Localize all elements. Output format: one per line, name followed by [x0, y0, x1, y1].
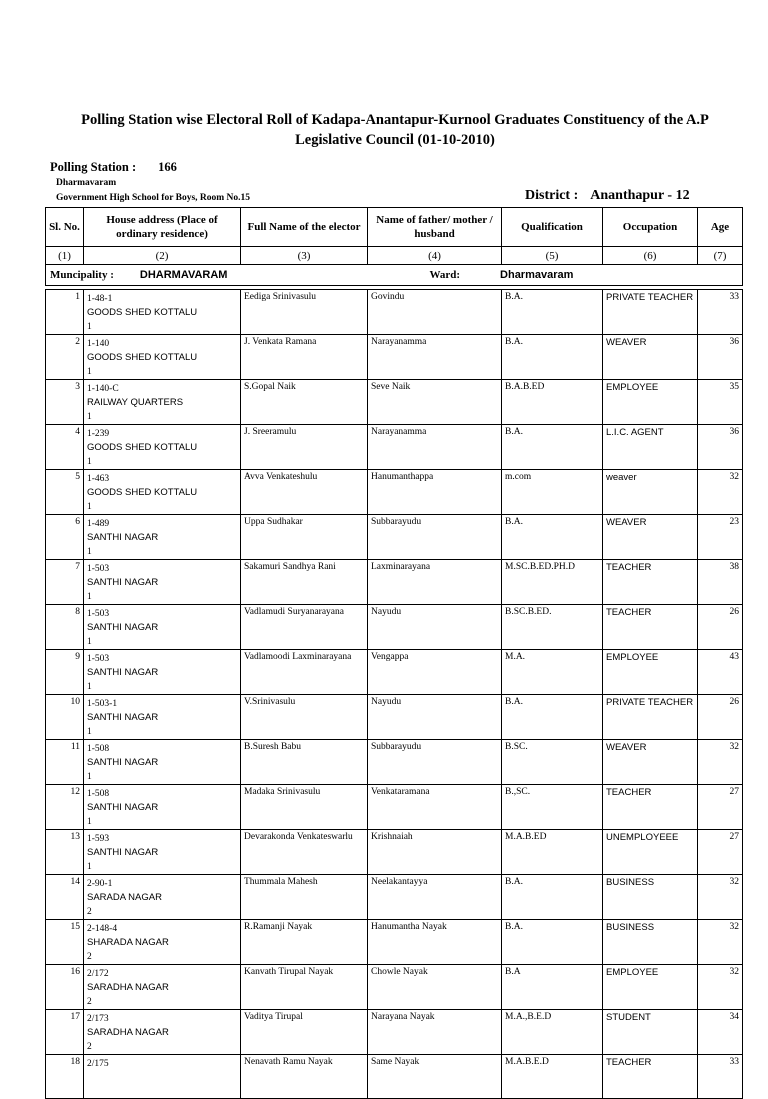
qualification-cell: M.A.,B.E.D: [502, 1010, 603, 1055]
qualification-cell: B.A.B.ED: [502, 380, 603, 425]
table-row: [46, 1055, 743, 1099]
polling-station-line: [50, 160, 177, 175]
table-row: [46, 560, 743, 605]
part-number: 2: [87, 952, 92, 962]
document-title: [40, 110, 750, 150]
part-number: 2: [87, 1042, 92, 1052]
municipality-label: Muncipality :: [50, 269, 114, 281]
occupation-cell: PRIVATE TEACHER: [603, 695, 698, 740]
relative-name-cell: Narayana Nayak: [368, 1010, 502, 1055]
elector-name-cell: Uppa Sudhakar: [241, 515, 368, 560]
table-row: [46, 335, 743, 380]
sl-no-cell: 3: [46, 380, 84, 425]
house-address-cell: [84, 650, 241, 695]
part-number: 1: [87, 367, 92, 377]
column-index: (1): [46, 247, 84, 265]
house-address-cell: [84, 560, 241, 605]
street-name: SARADA NAGAR: [87, 892, 162, 903]
occupation-cell: BUSINESS: [603, 920, 698, 965]
street-name: SANTHI NAGAR: [87, 847, 159, 858]
qualification-cell: B.A.: [502, 335, 603, 380]
column-index: (7): [698, 247, 743, 265]
house-address-cell: [84, 515, 241, 560]
house-number: 1-508: [87, 789, 110, 799]
age-cell: 26: [698, 605, 743, 650]
header-occupation: Occupation: [603, 208, 698, 247]
sl-no-cell: 5: [46, 470, 84, 515]
qualification-cell: B.SC.: [502, 740, 603, 785]
age-cell: 23: [698, 515, 743, 560]
ward-label: Ward:: [429, 269, 461, 281]
occupation-cell: EMPLOYEE: [603, 650, 698, 695]
house-address-cell: [84, 470, 241, 515]
qualification-cell: M.A.B.ED: [502, 830, 603, 875]
street-name: GOODS SHED KOTTALU: [87, 487, 198, 498]
house-number: 1-140-C: [87, 384, 119, 394]
header-house-address: House address (Place of ordinary residence): [84, 208, 241, 247]
house-number: 1-503: [87, 564, 110, 574]
municipality-row: [46, 265, 743, 286]
elector-name-cell: V.Srinivasulu: [241, 695, 368, 740]
relative-name-cell: Krishnaiah: [368, 830, 502, 875]
column-index: (2): [84, 247, 241, 265]
street-name: GOODS SHED KOTTALU: [87, 442, 198, 453]
title-line-2: Legislative Council (01-10-2010): [295, 132, 495, 148]
sl-no-cell: 2: [46, 335, 84, 380]
house-address-cell: [84, 920, 241, 965]
age-cell: 36: [698, 425, 743, 470]
age-cell: 38: [698, 560, 743, 605]
occupation-cell: STUDENT: [603, 1010, 698, 1055]
house-address-cell: [84, 695, 241, 740]
occupation-cell: WEAVER: [603, 515, 698, 560]
sl-no-cell: 4: [46, 425, 84, 470]
age-cell: 34: [698, 1010, 743, 1055]
sl-no-cell: 9: [46, 650, 84, 695]
house-number: 2-90-1: [87, 879, 113, 889]
relative-name-cell: Same Nayak: [368, 1055, 502, 1099]
qualification-cell: B.A.: [502, 290, 603, 335]
table-row: [46, 695, 743, 740]
table-row: [46, 470, 743, 515]
qualification-cell: B.,SC.: [502, 785, 603, 830]
electoral-roll-table: [45, 207, 743, 1099]
age-cell: 43: [698, 650, 743, 695]
occupation-cell: TEACHER: [603, 605, 698, 650]
house-address-cell: [84, 875, 241, 920]
elector-name-cell: Thummala Mahesh: [241, 875, 368, 920]
age-cell: 32: [698, 740, 743, 785]
header-relative-name: Name of father/ mother / husband: [368, 208, 502, 247]
part-number: 1: [87, 322, 92, 332]
age-cell: 32: [698, 875, 743, 920]
sl-no-cell: 1: [46, 290, 84, 335]
age-cell: 27: [698, 785, 743, 830]
house-number: 1-48-1: [87, 294, 113, 304]
part-number: 1: [87, 772, 92, 782]
polling-station-number: 166: [158, 160, 177, 174]
qualification-cell: B.A.: [502, 425, 603, 470]
sl-no-cell: 13: [46, 830, 84, 875]
relative-name-cell: Hanumanthappa: [368, 470, 502, 515]
elector-name-cell: Eediga Srinivasulu: [241, 290, 368, 335]
house-number: 1-503-1: [87, 699, 118, 709]
table-row: [46, 605, 743, 650]
relative-name-cell: Venkataramana: [368, 785, 502, 830]
street-name: SANTHI NAGAR: [87, 622, 159, 633]
age-cell: 33: [698, 1055, 743, 1099]
part-number: 1: [87, 457, 92, 467]
street-name: SANTHI NAGAR: [87, 802, 159, 813]
house-number: 1-593: [87, 834, 110, 844]
house-address-cell: [84, 830, 241, 875]
age-cell: 32: [698, 965, 743, 1010]
polling-station-building: Government High School for Boys, Room No.15: [56, 193, 251, 203]
occupation-cell: PRIVATE TEACHER: [603, 290, 698, 335]
occupation-cell: UNEMPLOYEEE: [603, 830, 698, 875]
house-number: 2-148-4: [87, 924, 118, 934]
table-header-row: [46, 208, 743, 247]
house-address-cell: [84, 785, 241, 830]
house-number: 2/172: [87, 969, 109, 979]
district-line: [525, 188, 690, 204]
elector-name-cell: Madaka Srinivasulu: [241, 785, 368, 830]
qualification-cell: m.com: [502, 470, 603, 515]
polling-station-label: Polling Station :: [50, 160, 137, 174]
part-number: 2: [87, 997, 92, 1007]
relative-name-cell: Neelakantayya: [368, 875, 502, 920]
elector-name-cell: B.Suresh Babu: [241, 740, 368, 785]
house-number: 2/175: [87, 1059, 109, 1069]
elector-name-cell: J. Sreeramulu: [241, 425, 368, 470]
district-value: Ananthapur - 12: [590, 188, 690, 203]
relative-name-cell: Vengappa: [368, 650, 502, 695]
sl-no-cell: 17: [46, 1010, 84, 1055]
house-address-cell: [84, 380, 241, 425]
relative-name-cell: Nayudu: [368, 605, 502, 650]
elector-name-cell: Vadlamoodi Laxminarayana: [241, 650, 368, 695]
header-age: Age: [698, 208, 743, 247]
sl-no-cell: 11: [46, 740, 84, 785]
street-name: SARADHA NAGAR: [87, 1027, 169, 1038]
relative-name-cell: Subbarayudu: [368, 740, 502, 785]
ward-value: Dharmavaram: [500, 269, 574, 281]
occupation-cell: TEACHER: [603, 560, 698, 605]
elector-name-cell: Vadlamudi Suryanarayana: [241, 605, 368, 650]
elector-name-cell: J. Venkata Ramana: [241, 335, 368, 380]
part-number: 1: [87, 592, 92, 602]
age-cell: 36: [698, 335, 743, 380]
header-full-name: Full Name of the elector: [241, 208, 368, 247]
age-cell: 27: [698, 830, 743, 875]
sl-no-cell: 16: [46, 965, 84, 1010]
street-name: SANTHI NAGAR: [87, 712, 159, 723]
table-row: [46, 290, 743, 335]
age-cell: 26: [698, 695, 743, 740]
house-address-cell: [84, 605, 241, 650]
header-sl-no: Sl. No.: [46, 208, 84, 247]
part-number: 1: [87, 817, 92, 827]
part-number: 1: [87, 547, 92, 557]
relative-name-cell: Seve Naik: [368, 380, 502, 425]
relative-name-cell: Laxminarayana: [368, 560, 502, 605]
house-address-cell: [84, 1010, 241, 1055]
street-name: SARADHA NAGAR: [87, 982, 169, 993]
qualification-cell: B.SC.B.ED.: [502, 605, 603, 650]
house-address-cell: [84, 425, 241, 470]
house-address-cell: [84, 740, 241, 785]
occupation-cell: WEAVER: [603, 335, 698, 380]
table-row: [46, 1010, 743, 1055]
municipality-value: DHARMAVARAM: [139, 269, 228, 281]
qualification-cell: B.A.: [502, 875, 603, 920]
occupation-cell: EMPLOYEE: [603, 380, 698, 425]
table-row: [46, 875, 743, 920]
street-name: SHARADA NAGAR: [87, 937, 169, 948]
house-address-cell: [84, 965, 241, 1010]
age-cell: 32: [698, 920, 743, 965]
sl-no-cell: 14: [46, 875, 84, 920]
part-number: 1: [87, 502, 92, 512]
occupation-cell: L.I.C. AGENT: [603, 425, 698, 470]
elector-name-cell: S.Gopal Naik: [241, 380, 368, 425]
elector-name-cell: Kanvath Tirupal Nayak: [241, 965, 368, 1010]
age-cell: 32: [698, 470, 743, 515]
column-index: (6): [603, 247, 698, 265]
elector-name-cell: Nenavath Ramu Nayak: [241, 1055, 368, 1099]
sl-no-cell: 12: [46, 785, 84, 830]
column-index: (4): [368, 247, 502, 265]
relative-name-cell: Hanumantha Nayak: [368, 920, 502, 965]
sl-no-cell: 10: [46, 695, 84, 740]
age-cell: 33: [698, 290, 743, 335]
sl-no-cell: 8: [46, 605, 84, 650]
table-row: [46, 425, 743, 470]
occupation-cell: TEACHER: [603, 1055, 698, 1099]
elector-name-cell: Vaditya Tirupal: [241, 1010, 368, 1055]
street-name: GOODS SHED KOTTALU: [87, 307, 198, 318]
table-row: [46, 650, 743, 695]
sl-no-cell: 15: [46, 920, 84, 965]
occupation-cell: BUSINESS: [603, 875, 698, 920]
age-cell: 35: [698, 380, 743, 425]
table-row: [46, 920, 743, 965]
qualification-cell: B.A: [502, 965, 603, 1010]
table-row: [46, 965, 743, 1010]
sl-no-cell: 18: [46, 1055, 84, 1099]
house-address-cell: [84, 1055, 241, 1099]
title-line-1: Polling Station wise Electoral Roll of Kadapa-Anantapur-Kurnool Graduates Constituency of the A.P: [81, 112, 709, 128]
table-row: [46, 830, 743, 875]
table-row: [46, 740, 743, 785]
qualification-cell: B.A.: [502, 515, 603, 560]
house-number: 1-489: [87, 519, 110, 529]
qualification-cell: M.A.: [502, 650, 603, 695]
qualification-cell: B.A.: [502, 920, 603, 965]
elector-name-cell: Sakamuri Sandhya Rani: [241, 560, 368, 605]
house-address-cell: [84, 290, 241, 335]
occupation-cell: TEACHER: [603, 785, 698, 830]
occupation-cell: WEAVER: [603, 740, 698, 785]
part-number: 1: [87, 727, 92, 737]
qualification-cell: M.SC.B.ED.PH.D: [502, 560, 603, 605]
table-row: [46, 380, 743, 425]
part-number: 1: [87, 412, 92, 422]
table-row: [46, 785, 743, 830]
house-number: 1-503: [87, 609, 110, 619]
house-number: 1-239: [87, 429, 110, 439]
street-name: SANTHI NAGAR: [87, 532, 159, 543]
relative-name-cell: Narayanamma: [368, 425, 502, 470]
elector-name-cell: Avva Venkateshulu: [241, 470, 368, 515]
column-index: (3): [241, 247, 368, 265]
elector-name-cell: Devarakonda Venkateswarlu: [241, 830, 368, 875]
part-number: 1: [87, 682, 92, 692]
occupation-cell: weaver: [603, 470, 698, 515]
street-name: SANTHI NAGAR: [87, 577, 159, 588]
relative-name-cell: Govindu: [368, 290, 502, 335]
polling-station-place: Dharmavaram: [56, 178, 117, 188]
header-qualification: Qualification: [502, 208, 603, 247]
district-label: District :: [525, 188, 579, 203]
part-number: 1: [87, 862, 92, 872]
qualification-cell: B.A.: [502, 695, 603, 740]
relative-name-cell: Subbarayudu: [368, 515, 502, 560]
table-row: [46, 515, 743, 560]
house-number: 1-463: [87, 474, 110, 484]
qualification-cell: M.A.B.E.D: [502, 1055, 603, 1099]
sl-no-cell: 6: [46, 515, 84, 560]
relative-name-cell: Nayudu: [368, 695, 502, 740]
part-number: 1: [87, 637, 92, 647]
elector-name-cell: R.Ramanji Nayak: [241, 920, 368, 965]
house-address-cell: [84, 335, 241, 380]
house-number: 2/173: [87, 1014, 109, 1024]
relative-name-cell: Chowle Nayak: [368, 965, 502, 1010]
house-number: 1-508: [87, 744, 110, 754]
occupation-cell: EMPLOYEE: [603, 965, 698, 1010]
street-name: RAILWAY QUARTERS: [87, 397, 184, 408]
column-index-row: [46, 247, 743, 265]
electoral-roll-body: [46, 290, 743, 1099]
street-name: GOODS SHED KOTTALU: [87, 352, 198, 363]
house-number: 1-503: [87, 654, 110, 664]
column-index: (5): [502, 247, 603, 265]
street-name: SANTHI NAGAR: [87, 757, 159, 768]
relative-name-cell: Narayanamma: [368, 335, 502, 380]
sl-no-cell: 7: [46, 560, 84, 605]
part-number: 2: [87, 907, 92, 917]
street-name: SANTHI NAGAR: [87, 667, 159, 678]
house-number: 1-140: [87, 339, 110, 349]
